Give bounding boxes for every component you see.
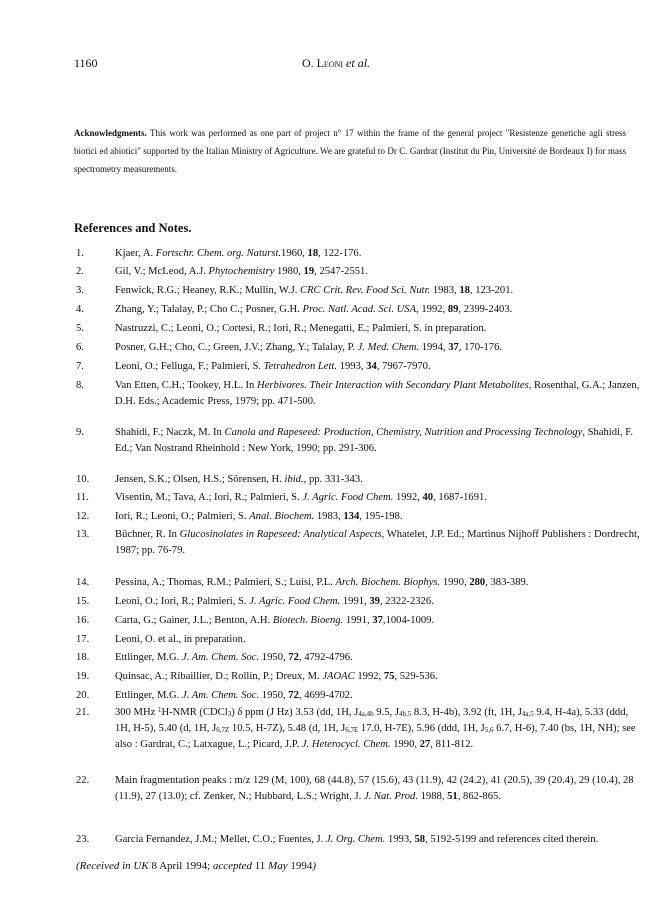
reference-number: 17.: [76, 634, 90, 645]
reference-number: 11.: [76, 492, 89, 503]
accepted-day: 11: [254, 860, 266, 872]
received-label: Received in UK: [79, 860, 149, 872]
reference-number: 7.: [76, 361, 84, 372]
reference-text: Iori, R.; Leoni, O.; Palmieri, S. Anal. Biochem. 1983, 134, 195-198.: [115, 511, 403, 522]
reference-number: 5.: [76, 323, 84, 334]
reference-number: 2.: [76, 266, 84, 277]
reference-number: 23.: [76, 834, 90, 845]
reference-item: [0, 773, 672, 805]
reference-item: [0, 509, 672, 525]
reference-number: 15.: [76, 596, 90, 607]
reference-text: Ettlinger, M.G. J. Am. Chem. Soc. 1950, 72, 4699-4702.: [115, 690, 353, 701]
reference-item: [0, 594, 672, 610]
reference-item: [0, 650, 672, 666]
reference-item: [0, 246, 672, 262]
reference-number: 12.: [76, 511, 90, 522]
reference-number: 8.: [76, 380, 84, 391]
acknowledgments-label: Acknowledgments.: [74, 128, 147, 138]
reference-text: Quinsac, A.; Ribaillier, D.; Rollin, P.; Dreux, M. JAOAC 1992, 75, 529-536.: [115, 671, 438, 682]
reference-item: [0, 425, 672, 457]
reference-item: [0, 669, 672, 685]
reference-text: Posner, G.H.; Cho, C.; Green, J.V.; Zhang, Y.; Talalay, P. J. Med. Chem. 1994, 37, 170-176.: [115, 342, 503, 353]
running-head: [0, 56, 672, 71]
reference-item: [0, 283, 672, 299]
reference-number: 1.: [76, 248, 84, 259]
received-date: 8 April 1994;: [151, 860, 211, 872]
reference-item: [0, 472, 672, 488]
reference-number: 10.: [76, 474, 90, 485]
running-head-etal: et al.: [346, 56, 371, 70]
acknowledgments: [74, 124, 626, 178]
reference-number: 18.: [76, 652, 90, 663]
reference-text: Shahidi, F.; Naczk, M. In Canola and Rapeseed: Production, Chemistry, Nutrition and Processing Technology, Shahidi, F. Ed.; Van Nostrand Rheinhold : New York, 1990; pp. 291-306.: [115, 427, 633, 454]
reference-text: Main fragmentation peaks : m/z 129 (M, 100), 68 (44.8), 57 (15.6), 43 (11.9), 42 (24.2), 41 (20.5), 39 (20.4), 29 (10.4), 28 (11.9), 27 (13.0); cf. Zenker, N.; Hubbard, L.S.; Wright, J. J. Nat. Prod. 1988, 51, 862-865.: [115, 775, 634, 802]
reference-number: 13.: [76, 529, 90, 540]
reference-number: 16.: [76, 615, 90, 626]
reference-text: Büchner, R. In Glucosinolates in Rapeseed: Analytical Aspects, Whatelet, J.P. Ed.; Martinus Nijhoff Publishers : Dordrecht, 1987; pp. 76-79.: [115, 529, 640, 556]
reference-text: Ettlinger, M.G. J. Am. Chem. Soc. 1950, 72, 4792-4796.: [115, 652, 353, 663]
reference-item: [0, 490, 672, 506]
reference-item: [0, 688, 672, 704]
reference-text: Gil, V.; McLeod, A.J. Phytochemistry 1980, 19, 2547-2551.: [115, 266, 368, 277]
reference-number: 22.: [76, 775, 90, 786]
reference-text: Zhang, Y.; Talalay, P.; Cho C.; Posner, G.H. Proc. Natl. Acad. Sci. USA, 1992, 89, 2399-2403.: [115, 304, 513, 315]
reference-text: Nastruzzi, C.; Leoni, O.; Cortesi, R.; Iori, R.; Menegatti, E.; Palmieri, S. in preparation.: [115, 323, 487, 334]
reference-text: Carta, G.; Gainer, J.L.; Benton, A.H. Biotech. Bioeng. 1991, 37,1004-1009.: [115, 615, 435, 626]
running-head-author: O. Leoni: [301, 56, 344, 70]
accepted-label: accepted: [212, 860, 252, 872]
reference-text: Van Etten, C.H.; Tookey, H.L. In Herbivores. Their Interaction with Secondary Plant Metabolites, Rosenthal, G.A.; Janzen, D.H. Eds.; Academic Press, 1979; pp. 471-500.: [115, 380, 640, 407]
reference-text: Jensen, S.K.; Olsen, H.S.; Sörensen, H. ibid., pp. 331-343.: [115, 474, 363, 485]
reference-item: [0, 527, 672, 559]
reference-text: Leoni, O.; Iori, R.; Palmieri, S. J. Agric. Food Chem. 1991, 39, 2322-2326.: [115, 596, 434, 607]
reference-item: [0, 340, 672, 356]
reference-item: [0, 321, 672, 337]
page-number: 1160: [74, 56, 98, 70]
reference-item: [0, 632, 672, 648]
reference-number: 19.: [76, 671, 90, 682]
reference-text: Pessina, A.; Thomas, R.M.; Palmieri, S.; Luisi, P.L. Arch. Biochem. Biophys. 1990, 280, 383-389.: [115, 577, 529, 588]
reference-number: 14.: [76, 577, 90, 588]
reference-number: 3.: [76, 285, 84, 296]
references-heading: References and Notes.: [74, 221, 192, 235]
reference-number: 4.: [76, 304, 84, 315]
reference-item: [0, 705, 672, 753]
reference-text: Leoni, O. et al., in preparation.: [115, 634, 246, 645]
reference-text: Garcia Fernandez, J.M.; Mellet, C.O.; Fuentes, J. J. Org. Chem. 1993, 58, 5192-5199 and references cited therein.: [115, 834, 599, 845]
reference-text: Fenwick, R.G.; Heaney, R.K.; Mullin, W.J. CRC Crit. Rev. Food Sci. Nutr. 1983, 18, 123-201.: [115, 285, 514, 296]
page-header: [0, 56, 672, 74]
reference-text: Kjaer, A. Fortschr. Chem. org. Naturst.1960, 18, 122-176.: [115, 248, 362, 259]
reference-text: Visentin, M.; Tava, A.; Iori, R.; Palmieri, S. J. Agric. Food Chem. 1992, 40, 1687-1691.: [115, 492, 487, 503]
reference-item: [0, 359, 672, 375]
reference-item: [0, 575, 672, 591]
reference-item: [0, 613, 672, 629]
accepted-month: May: [268, 860, 288, 872]
received-line: (Received in UK 8 April 1994; accepted 11 May 1994): [76, 860, 317, 872]
reference-number: 21.: [76, 707, 90, 718]
reference-text: Leoni, O.; Felluga, F.; Palmieri, S. Tetrahedron Lett. 1993, 34, 7967-7970.: [115, 361, 431, 372]
reference-number: 20.: [76, 690, 90, 701]
reference-item: [0, 378, 672, 410]
acknowledgments-text: This work was performed as one part of project n° 17 within the frame of the general project "Resistenze genetiche agli stress biotici ed abiotici" supported by the Italian Ministry of Agriculture. We are grateful to Dr C. Gardrat (Institut du Pin, Université de Bordeaux I) for mass spectrometry measurements.: [74, 128, 626, 174]
reference-number: 6.: [76, 342, 84, 353]
reference-number: 9.: [76, 427, 84, 438]
reference-text: 300 MHz $^1$H-NMR (CDCl$_3$) δ ppm (J Hz) 3.53 (dd, 1H, $J_{4a,4b}$ 9.5, $J_{4b,5}$ 8.3, H-4b), 3.92 (ft, 1H, $J_{4a,5}$ 9.4, H-4a), 5.33 (ddd, 1H, H-5), 5.40 (d, 1H, $J_{6,7Z}$ 10.5, H-7Z), 5.48 (d, 1H, $J_{6,7E}$ 17.0, H-7E), 5.96 (ddd, 1H, $J_{5,6}$ 6.7, H-6), 7.40 (bs, 1H, NH); see also : Gardrat, C.; Latxague, L.; Picard, J.P. J. Heterocycl. Chem. 1990, 27, 811-812.: [115, 706, 636, 750]
accepted-year: 1994: [290, 860, 313, 872]
reference-item: [0, 302, 672, 318]
reference-item: [0, 264, 672, 280]
reference-item: [0, 832, 672, 848]
